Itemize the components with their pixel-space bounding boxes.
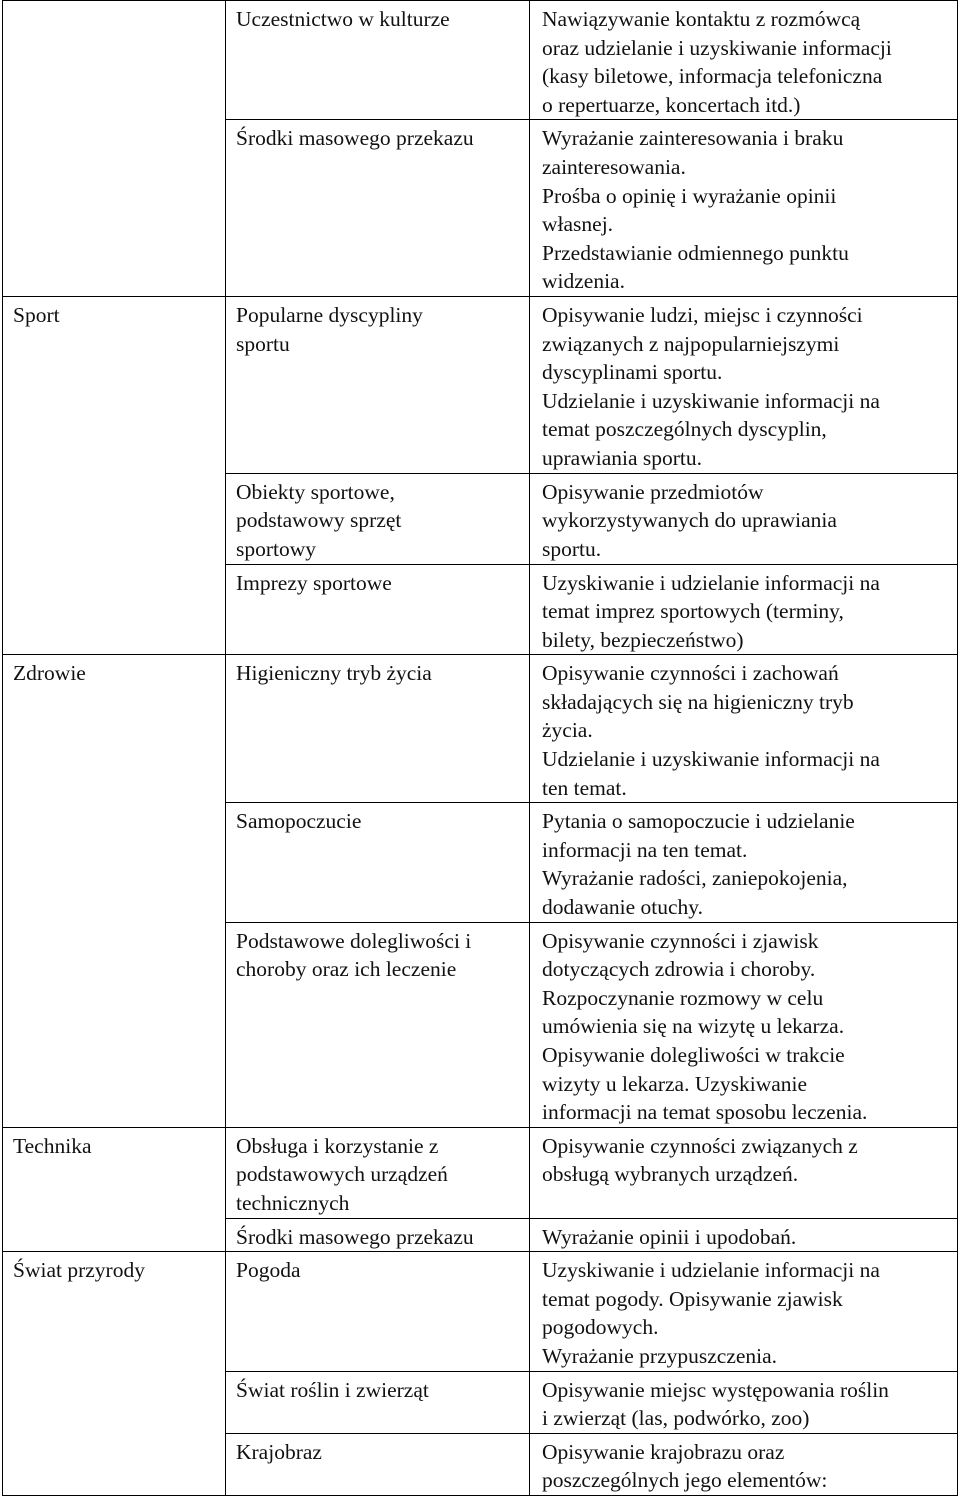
topic-cell [3, 120, 226, 297]
topic-cell [3, 1, 226, 120]
subtopic-cell: Popularne dyscypliny sportu [226, 296, 530, 473]
subtopic-cell: Krajobraz [226, 1433, 530, 1495]
subtopic-cell: Higieniczny tryb życia [226, 655, 530, 803]
functions-cell: Opisywanie przedmiotów wykorzystywanych do uprawiania sportu. [530, 473, 958, 564]
functions-cell: Opisywanie czynności i zjawisk dotyczących zdrowia i choroby. Rozpoczynanie rozmowy w celu umówienia się na wizytę u lekarza. Opisywanie dolegliwości w trakcie wizyty u lekarza. Uzyskiwanie informacji na temat sposobu leczenia. [530, 922, 958, 1127]
functions-cell: Opisywanie ludzi, miejsc i czynności związanych z najpopularniejszymi dyscyplinami sportu. Udzielanie i uzyskiwanie informacji na temat poszczególnych dyscyplin, uprawiania sportu. [530, 296, 958, 473]
subtopic-cell: Samopoczucie [226, 803, 530, 922]
topic-cell: Sport [3, 296, 226, 654]
functions-cell: Wyrażanie opinii i upodobań. [530, 1218, 958, 1252]
subtopic-cell: Obsługa i korzystanie z podstawowych urządzeń technicznych [226, 1127, 530, 1218]
topic-cell: Zdrowie [3, 655, 226, 1128]
subtopic-cell: Obiekty sportowe, podstawowy sprzęt sportowy [226, 473, 530, 564]
functions-cell: Opisywanie miejsc występowania roślin i zwierząt (las, podwórko, zoo) [530, 1371, 958, 1433]
functions-cell: Pytania o samopoczucie i udzielanie informacji na ten temat. Wyrażanie radości, zaniepokojenia, dodawanie otuchy. [530, 803, 958, 922]
functions-cell: Uzyskiwanie i udzielanie informacji na temat pogody. Opisywanie zjawisk pogodowych. Wyrażanie przypuszczenia. [530, 1252, 958, 1371]
topic-cell: Świat przyrody [3, 1252, 226, 1496]
functions-cell: Opisywanie czynności i zachowań składających się na higieniczny tryb życia. Udzielanie i uzyskiwanie informacji na ten temat. [530, 655, 958, 803]
table-row [3, 296, 958, 473]
functions-cell: Nawiązywanie kontaktu z rozmówcą oraz udzielanie i uzyskiwanie informacji (kasy biletowe, informacja telefoniczna o repertuarze, koncertach itd.) [530, 1, 958, 120]
functions-cell: Wyrażanie zainteresowania i braku zainteresowania. Prośba o opinię i wyrażanie opinii własnej. Przedstawianie odmiennego punktu widzenia. [530, 120, 958, 297]
table-row [3, 1252, 958, 1371]
functions-cell: Uzyskiwanie i udzielanie informacji na temat imprez sportowych (terminy, bilety, bezpieczeństwo) [530, 564, 958, 655]
functions-cell: Opisywanie krajobrazu oraz poszczególnych jego elementów: [530, 1433, 958, 1495]
subtopic-cell: Świat roślin i zwierząt [226, 1371, 530, 1433]
document-page [2, 0, 958, 1496]
table-row [3, 120, 958, 297]
topic-cell: Technika [3, 1127, 226, 1251]
table-row [3, 1, 958, 120]
curriculum-table [2, 0, 958, 1496]
subtopic-cell: Podstawowe dolegliwości i choroby oraz ich leczenie [226, 922, 530, 1127]
functions-cell: Opisywanie czynności związanych z obsługą wybranych urządzeń. [530, 1127, 958, 1218]
table-row [3, 655, 958, 803]
subtopic-cell: Środki masowego przekazu [226, 120, 530, 297]
subtopic-cell: Uczestnictwo w kulturze [226, 1, 530, 120]
table-row [3, 1127, 958, 1218]
subtopic-cell: Imprezy sportowe [226, 564, 530, 655]
subtopic-cell: Środki masowego przekazu [226, 1218, 530, 1252]
subtopic-cell: Pogoda [226, 1252, 530, 1371]
